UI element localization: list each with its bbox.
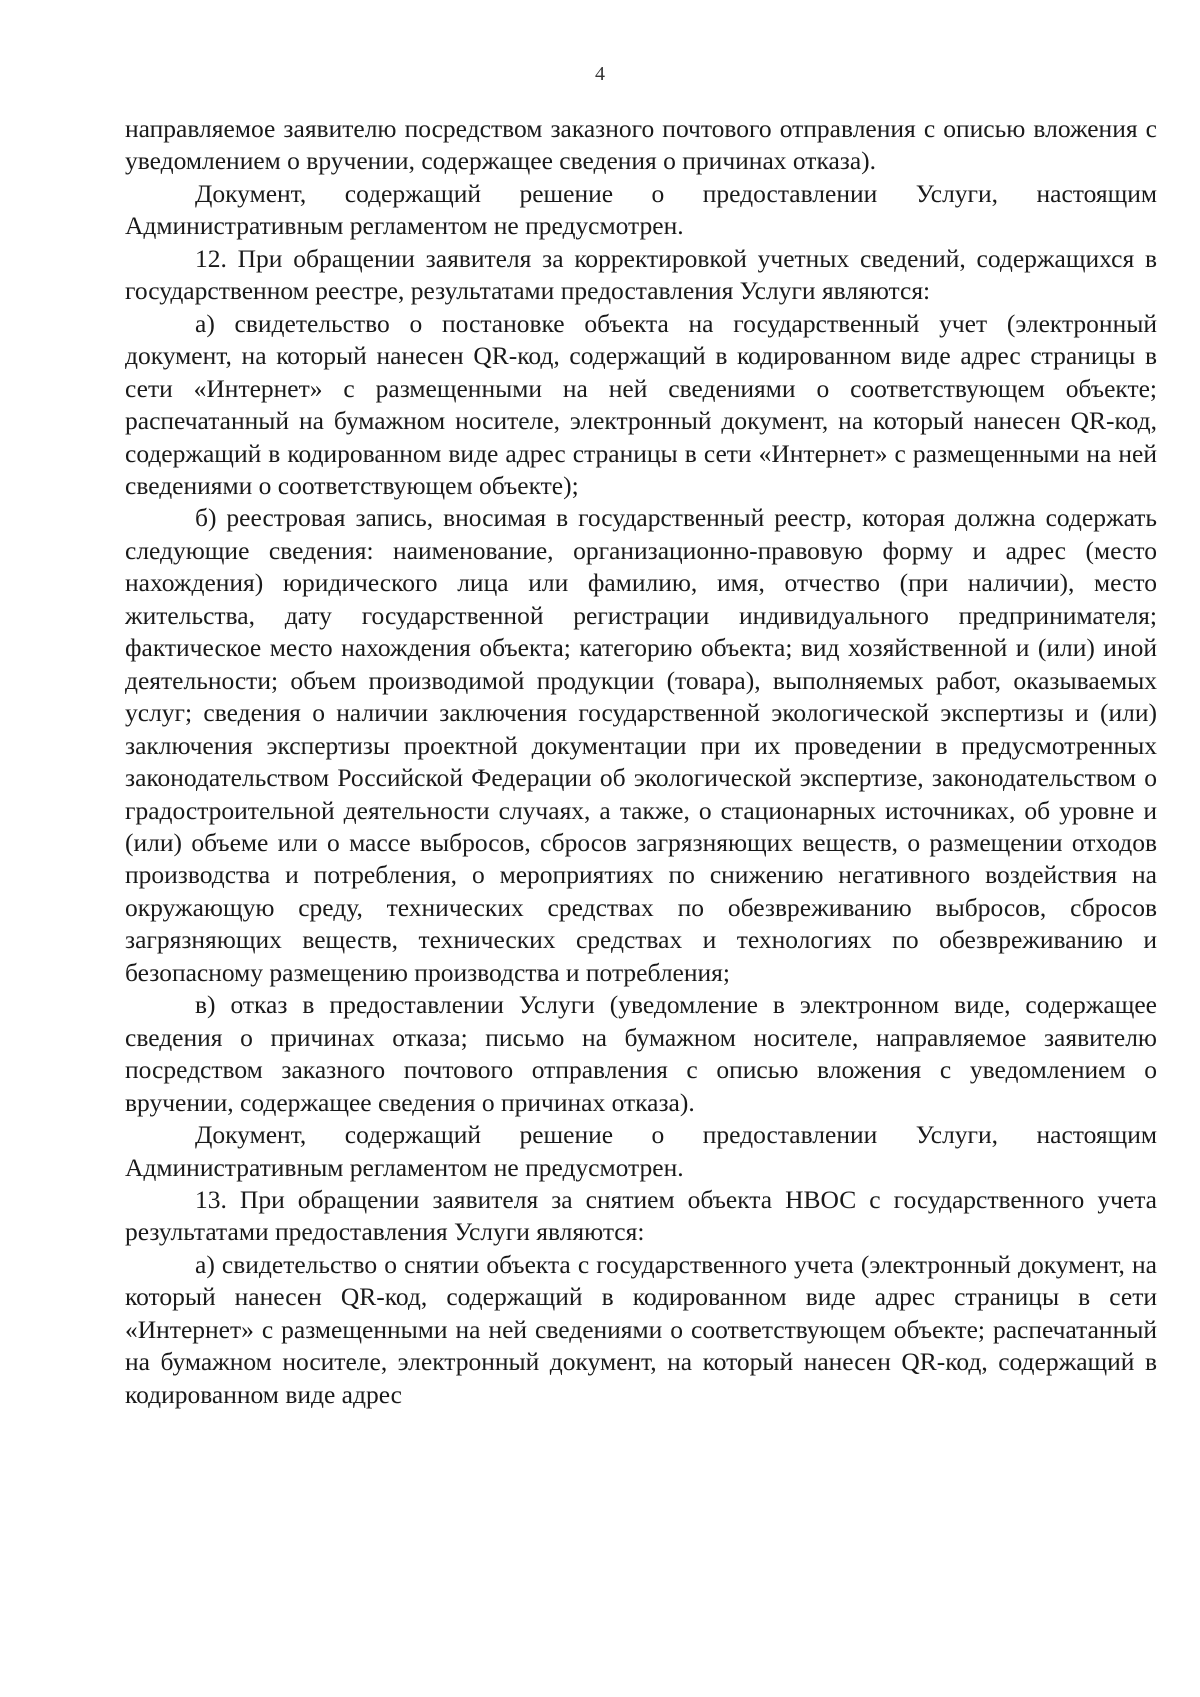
paragraph-item-12-a: а) свидетельство о постановке объекта на государственный учет (электронный документ, на который нанесен QR-код, содержащий в кодированном виде адрес страницы в сети «Интернет» с размещенными на ней сведениями о соответствующем объекте; распечатанный на бумажном носителе, электронный документ, на который нанесен QR-код, содержащий в кодированном виде адрес страницы в сети «Интернет» с размещенными на ней сведениями о соответствующем объекте); — [125, 308, 1157, 500]
paragraph-item-13: 13. При обращении заявителя за снятием объекта НВОС с государственного учета результатами предоставления Услуги являются: — [125, 1184, 1157, 1247]
paragraph-item-12-v: в) отказ в предоставлении Услуги (уведомление в электронном виде, содержащее сведения о причинах отказа; письмо на бумажном носителе, направляемое заявителю посредством заказного почтового отправления с описью вложения с уведомлением о вручении, содержащее сведения о причинах отказа). — [125, 990, 1157, 1117]
paragraph-item-12: 12. При обращении заявителя за корректировкой учетных сведений, содержащихся в государственном реестре, результатами предоставления Услуги являются: — [125, 243, 1157, 306]
document-body — [125, 113, 1157, 1411]
paragraph-no-decision-document-2: Документ, содержащий решение о предоставлении Услуги, настоящим Административным регламентом не предусмотрен. — [125, 1120, 1157, 1182]
paragraph-no-decision-document: Документ, содержащий решение о предоставлении Услуги, настоящим Административным регламентом не предусмотрен. — [125, 178, 1157, 241]
paragraph-continuation: направляемое заявителю посредством заказного почтового отправления с описью вложения с уведомлением о вручении, содержащее сведения о причинах отказа). — [125, 114, 1157, 176]
paragraph-item-13-a: а) свидетельство о снятии объекта с государственного учета (электронный документ, на который нанесен QR-код, содержащий в кодированном виде адрес страницы в сети «Интернет» с размещенными на ней сведениями о соответствующем объекте; распечатанный на бумажном носителе, электронный документ, на который нанесен QR-код, содержащий в кодированном виде адрес — [125, 1249, 1157, 1409]
page-number: 4 — [595, 63, 605, 85]
paragraph-item-12-b: б) реестровая запись, вносимая в государственный реестр, которая должна содержать следующие сведения: наименование, организационно-правовую форму и адрес (место нахождения) юридического лица или фамилию, имя, отчество (при наличии), место жительства, дату государственной регистрации индивидуального предпринимателя; фактическое место нахождения объекта; категорию объекта; вид хозяйственной и (или) иной деятельности; объем производимой продукции (товара), выполняемых работ, оказываемых услуг; сведения о наличии заключения государственной экологической экспертизы и (или) заключения экспертизы проектной документации при их проведении в предусмотренных законодательством Российской Федерации об экологической экспертизе, законодательством о градостроительной деятельности случаях, а также, о стационарных источниках, об уровне и (или) объеме или о массе выбросов, сбросов загрязняющих веществ, о размещении отходов производства и потребления, о мероприятиях по снижению негативного воздействия на окружающую среду, технических средствах по обезвреживанию выбросов, сбросов загрязняющих веществ, технических средствах и технологиях по обезвреживанию и безопасному размещению производства и потребления; — [125, 503, 1157, 987]
